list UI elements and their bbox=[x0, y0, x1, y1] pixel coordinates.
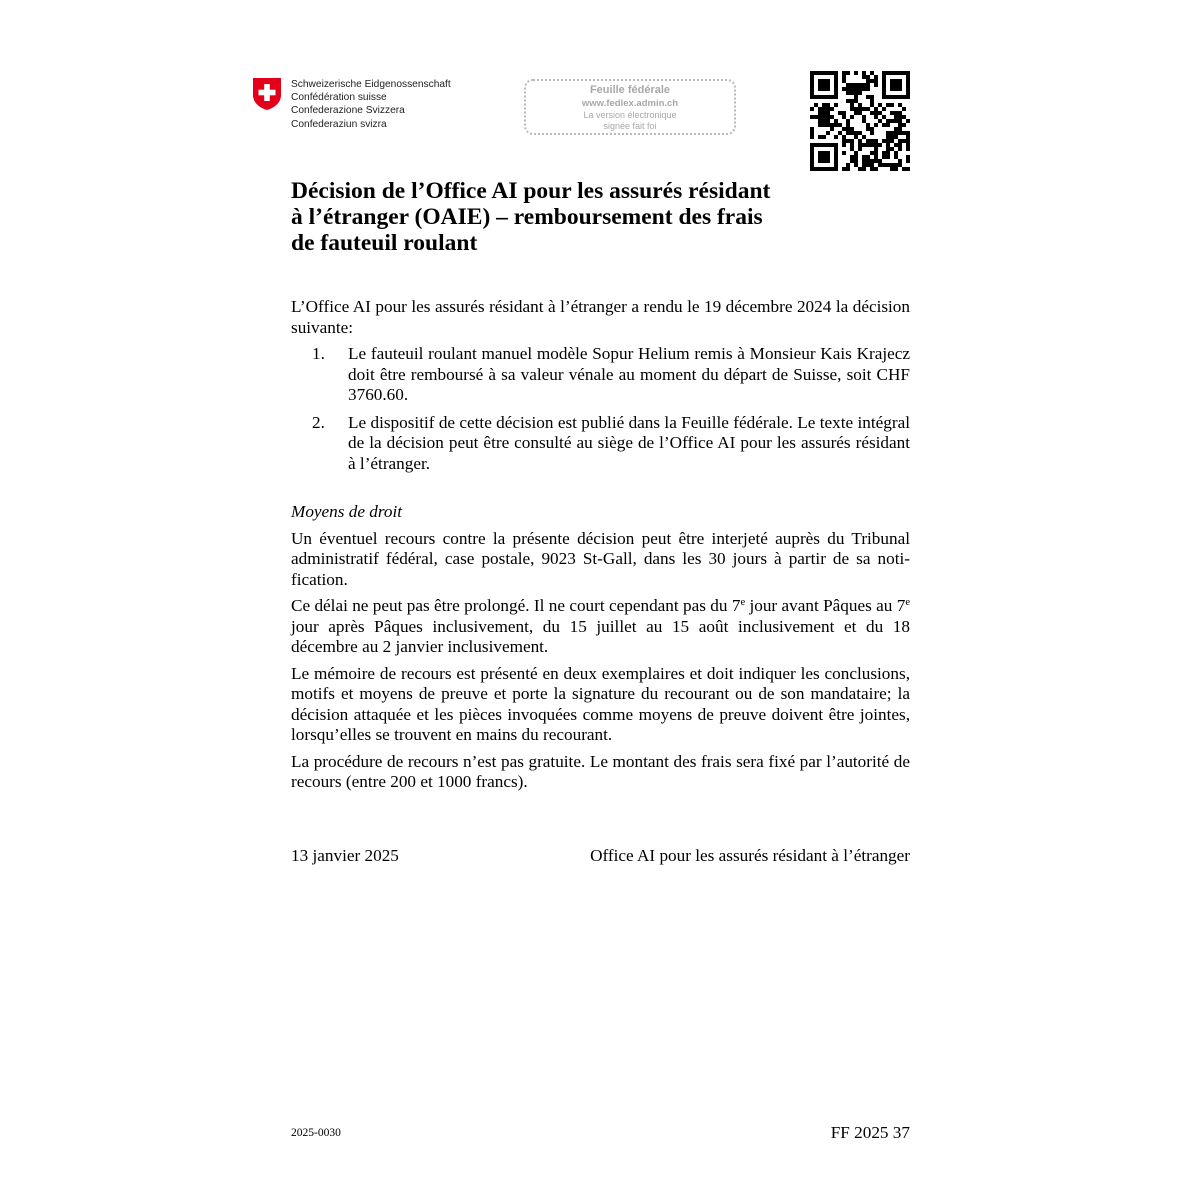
title-line-2: à l’étranger (OAIE) – remboursement des frais bbox=[291, 204, 763, 230]
decision-item-text: Le dispositif de cette décision est publié dans la Feuille fédérale. Le texte intégral de la décision peut être consulté au siège de l’Office AI pour les assurés résidant à l’étranger. bbox=[348, 412, 910, 473]
qr-code-icon bbox=[810, 71, 910, 171]
signature-date: 13 janvier 2025 bbox=[291, 846, 399, 865]
confederation-name-rm: Confederaziun svizra bbox=[291, 118, 387, 130]
deadline-paragraph bbox=[291, 596, 910, 658]
decision-item-2 bbox=[291, 413, 910, 475]
costs-paragraph: La procédure de recours n’est pas gratuite. Le montant des frais sera fixé par l’autorité de recours (entre 200 et 1000 francs). bbox=[291, 751, 910, 791]
swiss-coat-of-arms-icon bbox=[252, 77, 282, 111]
document-number: 2025-0030 bbox=[291, 1127, 341, 1139]
title-line-1: Décision de l’Office AI pour les assurés résidant bbox=[291, 178, 771, 204]
deadline-text-b: jour avant Pâques au 7 bbox=[745, 596, 906, 615]
memoir-paragraph: Le mémoire de recours est présenté en deux exemplaires et doit indiquer les conclusions, motifs et moyens de preuve et porte la signature du recourant ou de son mandataire; la décision attaquée et les pièces invoquées comme moyens de preuve doivent être jointes, lorsqu’elles se trouvent en mains du recourant. bbox=[291, 663, 910, 744]
decision-item-1 bbox=[291, 344, 910, 406]
appeal-paragraph: Un éventuel recours contre la présente décision peut être interjeté auprès du Tribunal administratif fédéral, case postale, 9023 St-Gall, dans les 30 jours à partir de sa notification. bbox=[291, 528, 910, 589]
stamp-line-1: La version électronique bbox=[583, 110, 677, 120]
stamp-line-2: signée fait foi bbox=[603, 121, 657, 131]
decision-item-number: 2. bbox=[312, 412, 325, 432]
document-body bbox=[291, 297, 910, 799]
decision-item-number: 1. bbox=[312, 344, 325, 363]
deadline-text-a: Ce délai ne peut pas être prolongé. Il ne court cependant pas du 7 bbox=[291, 596, 741, 615]
stamp-title: Feuille fédérale bbox=[589, 84, 671, 96]
decision-list bbox=[291, 344, 910, 474]
title-line-3: de fauteuil roulant bbox=[291, 230, 478, 256]
superscript-e: e bbox=[740, 597, 746, 608]
fedlex-stamp bbox=[524, 79, 736, 135]
superscript-e: e bbox=[905, 597, 910, 608]
decision-item-text: Le fauteuil roulant manuel modèle Sopur Helium remis à Monsieur Kais Krajecz doit être remboursé à sa valeur vénale au moment du départ de Suisse, soit CHF 3760.60. bbox=[348, 344, 910, 404]
stamp-url: www.fedlex.admin.ch bbox=[581, 98, 679, 109]
confederation-name-fr: Confédération suisse bbox=[291, 92, 387, 104]
federal-gazette-reference: FF 2025 37 bbox=[830, 1123, 910, 1142]
confederation-names bbox=[291, 78, 451, 131]
confederation-name-de: Schweizerische Eidgenossenschaft bbox=[291, 79, 451, 90]
document-title bbox=[291, 178, 851, 256]
intro-paragraph: L’Office AI pour les assurés résidant à l’étranger a rendu le 19 décembre 2024 la décision suivante: bbox=[291, 297, 910, 337]
signature-office: Office AI pour les assurés résidant à l’étranger bbox=[590, 846, 910, 865]
confederation-name-it: Confederazione Svizzera bbox=[291, 105, 405, 117]
deadline-text-c: jour après Pâques inclusivement, du 15 juillet au 15 août inclusivement et du 18 décembre au 2 janvier inclusivement. bbox=[291, 616, 910, 656]
section-heading-legal-remedies: Moyens de droit bbox=[291, 502, 403, 521]
